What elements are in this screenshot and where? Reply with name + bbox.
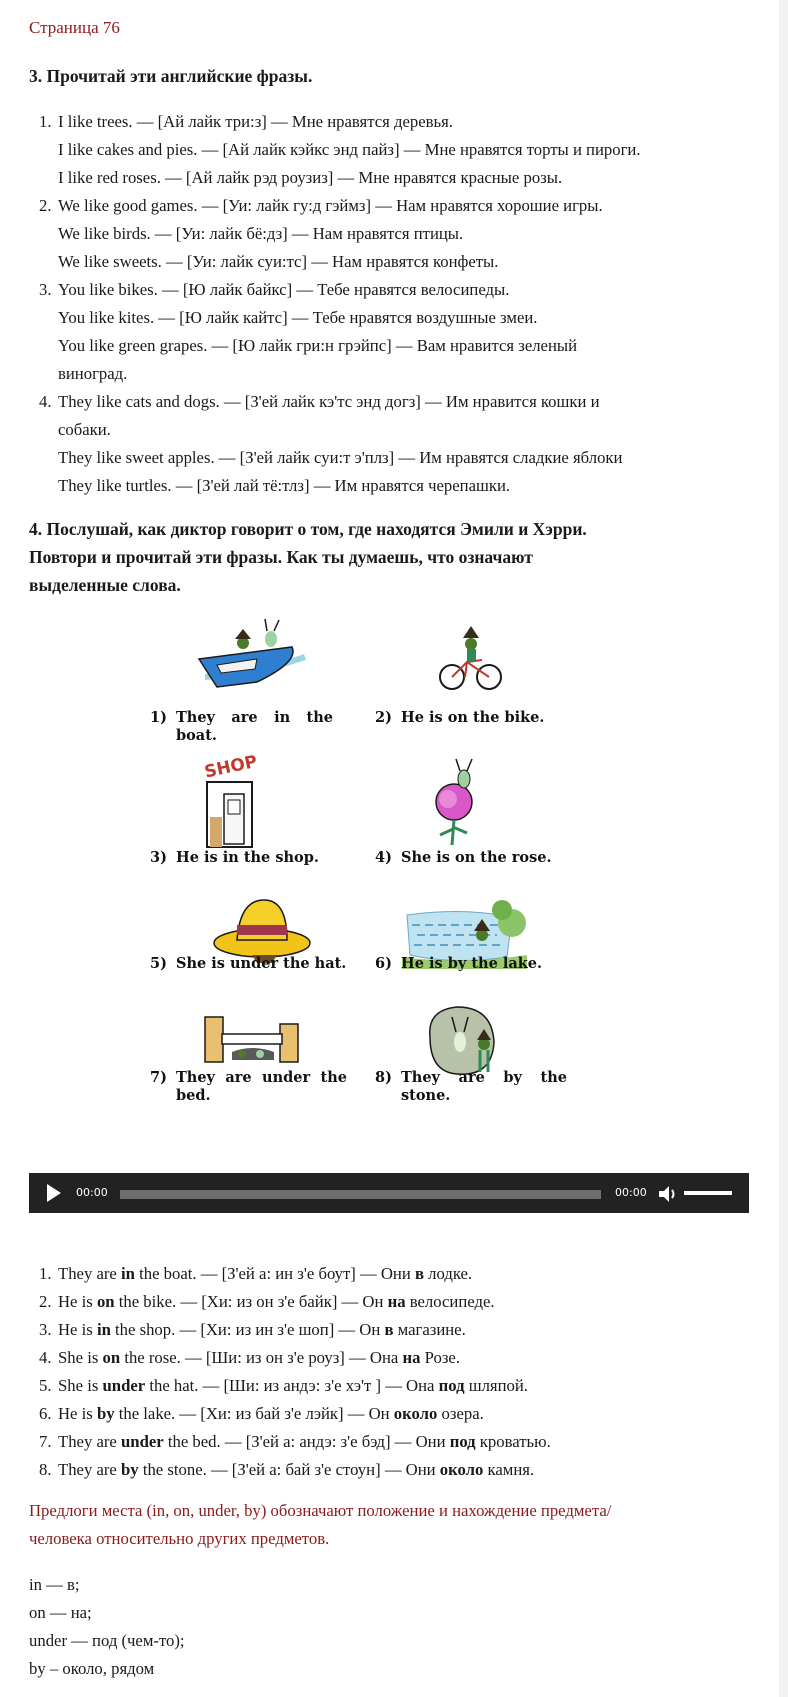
phrase-line: собаки. [58,420,111,439]
phrase-line: We like birds. — [Уи: лайк бё:дз] — Нам нравятся птицы. [58,224,464,243]
list-item [29,388,749,500]
phrase-line: They like cats and dogs. — [З'ей лайк кэ'тс энд догз] — Им нравится кошки и [58,392,600,411]
task3-heading: 3. Прочитай эти английские фразы. [29,66,313,86]
list-item: 3. He is in the shop. — [Хи: из ин з'е шоп] — Он в магазине. [39,1320,466,1339]
audio-player [29,1173,749,1213]
volume-slider[interactable] [684,1191,732,1195]
phrase-line: You like bikes. — [Ю лайк байкс] — Тебе нравятся велосипеды. [58,280,510,299]
current-time: 00:00 [76,1186,108,1199]
play-icon[interactable] [47,1184,61,1202]
heading-line: Повтори и прочитай эти фразы. Как ты думаешь, что означают [29,547,533,567]
list-item: 7. They are under the bed. — [З'ей а: андэ: з'е бэд] — Они под кроватью. [39,1432,551,1451]
phrase-line: They like sweet apples. — [З'ей лайк суи:т э'плз] — Им нравятся сладкие яблоки [58,448,623,467]
phrase-line: I like red roses. — [Ай лайк рэд роузиз] — Мне нравятся красные розы. [58,168,563,187]
list-item: 1. They are in the boat. — [З'ей а: ин з'е боут] — Они в лодке. [39,1264,473,1283]
caption-6: 6) He is by the lake. [375,955,543,972]
bike-illustration [437,622,507,697]
heading-line: 4. Послушай, как диктор говорит о том, где находятся Эмили и Хэрри. [29,519,587,539]
page-breadcrumb[interactable]: Страница 76 [29,18,120,37]
phrase-line: We like good games. — [Уи: лайк гу:д гэймз] — Нам нравятся хорошие игры. [58,196,603,215]
definition-line: on — на; [29,1603,92,1622]
duration-time: 00:00 [615,1186,647,1199]
item-number: 4. [39,392,52,411]
item-number: 1. [39,112,52,131]
list-item: 8. They are by the stone. — [З'ей а: бай з'е стоун] — Они около камня. [39,1460,535,1479]
shop-sign: SHOP [202,752,260,783]
phrase-line: You like kites. — [Ю лайк кайтс] — Тебе нравятся воздушные змеи. [58,308,538,327]
boat-illustration [197,617,312,697]
caption-5: 5) She is under the hat. [150,955,347,972]
task4-heading [29,515,729,599]
phrase-line: We like sweets. — [Уи: лайк суи:тс] — Нам нравятся конфеты. [58,252,499,271]
volume-icon[interactable] [657,1184,679,1204]
shop-illustration [202,752,267,852]
item-number: 2. [39,196,52,215]
phrase-line: You like green grapes. — [Ю лайк гри:н грэйпс] — Вам нравится зеленый [58,336,578,355]
page-scroll-gutter [779,0,788,1697]
progress-slider[interactable] [120,1190,601,1199]
bed-illustration [202,1012,302,1067]
caption-7: 7) They are under the bed. [150,1069,348,1104]
item-number: 3. [39,280,52,299]
phrase-line: виноград. [58,364,128,383]
caption-4: 4) She is on the rose. [375,849,552,866]
definition-line: under — под (чем-то); [29,1631,185,1650]
phrase-line: They like turtles. — [З'ей лай тё:тлз] — Им нравятся черепашки. [58,476,511,495]
answers-list [29,1260,749,1484]
definition-line: by – около, рядом [29,1659,155,1678]
list-item: 5. She is under the hat. — [Ши: из андэ: з'е хэ'т ] — Она под шляпой. [39,1376,528,1395]
grammar-note: Предлоги места (in, on, under, by) обозначают положение и нахождение предмета/ человека относительно других предметов. [29,1501,612,1548]
list-item [29,192,749,276]
caption-3: 3) He is in the shop. [150,849,319,866]
rose-illustration [422,757,492,847]
preposition-definitions [29,1571,429,1683]
list-item [29,108,749,192]
textbook-illustration [152,612,622,1132]
caption-8: 8) They are by the stone. [375,1069,568,1104]
list-item: 2. He is on the bike. — [Хи: из он з'е байк] — Он на велосипеде. [39,1292,495,1311]
list-item: 4. She is on the rose. — [Ши: из он з'е роуз] — Она на Розе. [39,1348,460,1367]
definition-line: in — в; [29,1575,80,1594]
heading-line: выделенные слова. [29,575,181,595]
task3-list [29,108,749,500]
list-item [29,276,749,388]
phrase-line: I like trees. — [Ай лайк три:з] — Мне нравятся деревья. [58,112,453,131]
caption-1: 1) They are in the boat. [150,709,333,744]
phrase-line: I like cakes and pies. — [Ай лайк кэйкс энд пайз] — Мне нравятся торты и пироги. [58,140,641,159]
caption-2: 2) He is on the bike. [375,709,545,726]
list-item: 6. He is by the lake. — [Хи: из бай з'е лэйк] — Он около озера. [39,1404,484,1423]
